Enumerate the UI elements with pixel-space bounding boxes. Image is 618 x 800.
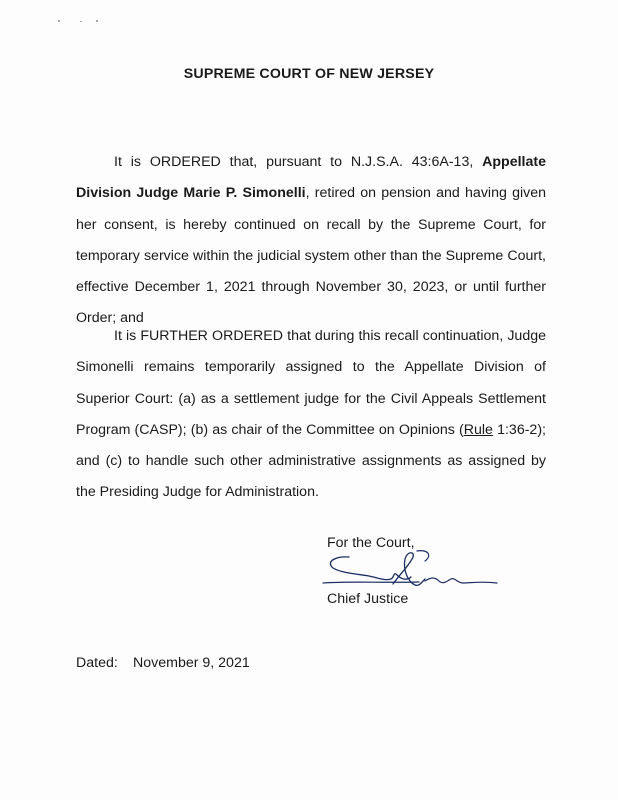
rule-reference: Rule xyxy=(463,421,493,438)
paragraph-1-prefix: It is ORDERED that, pursuant to N.J.S.A. 43:6A-13, xyxy=(114,154,483,170)
scan-speck xyxy=(96,20,98,22)
paragraph-2-suffix: 1:36-2); and (c) to handle such other administrative assignments as assigned by the Presiding Judge for Administration. xyxy=(76,421,546,501)
for-the-court-label: For the Court, xyxy=(327,535,415,551)
scan-speck xyxy=(58,20,60,22)
dated-value: November 9, 2021 xyxy=(133,655,250,671)
order-paragraph-1 xyxy=(76,147,546,335)
dated-label: Dated: xyxy=(76,655,118,671)
judge-name-bold: Appellate Division Judge Marie P. Simonelli xyxy=(76,154,546,202)
court-heading: SUPREME COURT OF NEW JERSEY xyxy=(183,66,435,82)
dated-line xyxy=(76,655,250,671)
scan-speck xyxy=(80,21,82,22)
order-paragraph-2 xyxy=(76,321,546,509)
handwritten-signature xyxy=(321,543,501,593)
chief-justice-title: Chief Justice xyxy=(327,591,409,607)
paragraph-2-prefix: It is FURTHER ORDERED that during this recall continuation, Judge Simonelli remains temporarily assigned to the Appellate Division of Superior Court: (a) as a settlement judge for the Civil Appeals Settlement Program (CASP); (b) as chair of the Committee on Opinions ( xyxy=(76,328,546,438)
paragraph-1-suffix: , retired on pension and having given her consent, is hereby continued on recall by the Supreme Court, for temporary service within the judicial system other than the Supreme Court, effective December 1, 2021 through November 30, 2023, or until further Order; and xyxy=(76,185,546,327)
